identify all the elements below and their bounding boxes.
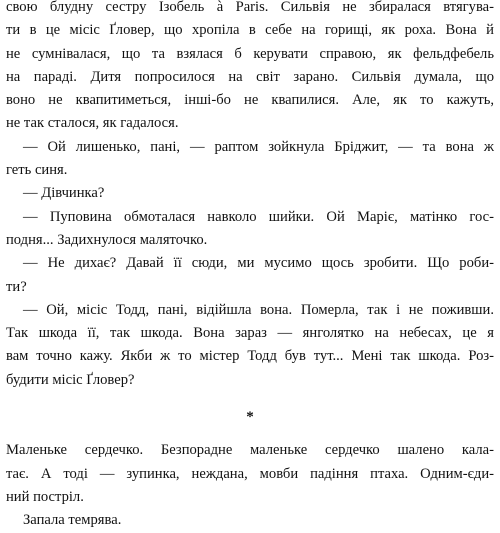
- section-separator: *: [246, 409, 254, 426]
- text-line: — Пуповина обмоталася навколо шийки. Ой Маріє, матінко гос-: [23, 208, 494, 225]
- book-page: [6, 0, 494, 533]
- text-line: на параді. Дитя попросилося на світ зарано. Сильвія думала, що: [6, 68, 494, 85]
- text-line: — Не дихає? Давай її сюди, ми мусимо щось зробити. Що роби-: [23, 255, 494, 272]
- paragraph-5: [6, 252, 494, 299]
- text-line: ний постріл.: [6, 488, 84, 505]
- text-line: не так сталося, як гадалося.: [6, 115, 179, 132]
- text-line: воно не квапитиметься, інші-бо не квапилися. Але, як то кажуть,: [6, 92, 494, 109]
- text-line: ти в це місіс Ґловер, що хропіла в себе на горищі, як роха. Вона й: [6, 22, 494, 39]
- text-line: Запала темрява.: [23, 512, 122, 529]
- paragraph-2: [6, 136, 494, 183]
- text-line: — Дівчинка?: [23, 185, 105, 202]
- text-line: подня... Задихнулося маляточко.: [6, 231, 208, 248]
- paragraph-4: [6, 206, 494, 253]
- text-line: — Ой, місіс Тодд, пані, відійшла вона. Померла, так і не поживши.: [23, 301, 494, 318]
- text-line: Так шкода її, так шкода. Вона зараз — янголятко на небесах, це я: [6, 325, 494, 342]
- text-line: тає. А тоді — зупинка, неждана, мовби падіння птаха. Одним-єди-: [6, 465, 494, 482]
- text-line: будити місіс Ґловер?: [6, 371, 135, 388]
- text-line: — Ой лишенько, пані, — раптом зойкнула Бріджит, — та вона ж: [23, 138, 494, 155]
- text-line: геть синя.: [6, 162, 68, 179]
- paragraph-6: [6, 299, 494, 392]
- paragraph-8: [6, 509, 494, 532]
- paragraph-7: [6, 439, 494, 509]
- text-line: ти?: [6, 278, 27, 295]
- text-line: вам точно кажу. Якби ж то містер Тодд був тут... Мені так шкода. Роз-: [6, 348, 494, 365]
- paragraph-3: [6, 182, 494, 205]
- paragraph-1: [6, 0, 494, 136]
- text-line: не сумнівалася, що та взялася б керувати справою, як фельдфебель: [6, 45, 494, 62]
- text-line: Маленьке сердечко. Безпорадне маленьке сердечко шалено кала-: [6, 442, 494, 459]
- text-line: свою блудну сестру Ізобель à Paris. Сильвія не збиралася втягува-: [6, 0, 494, 15]
